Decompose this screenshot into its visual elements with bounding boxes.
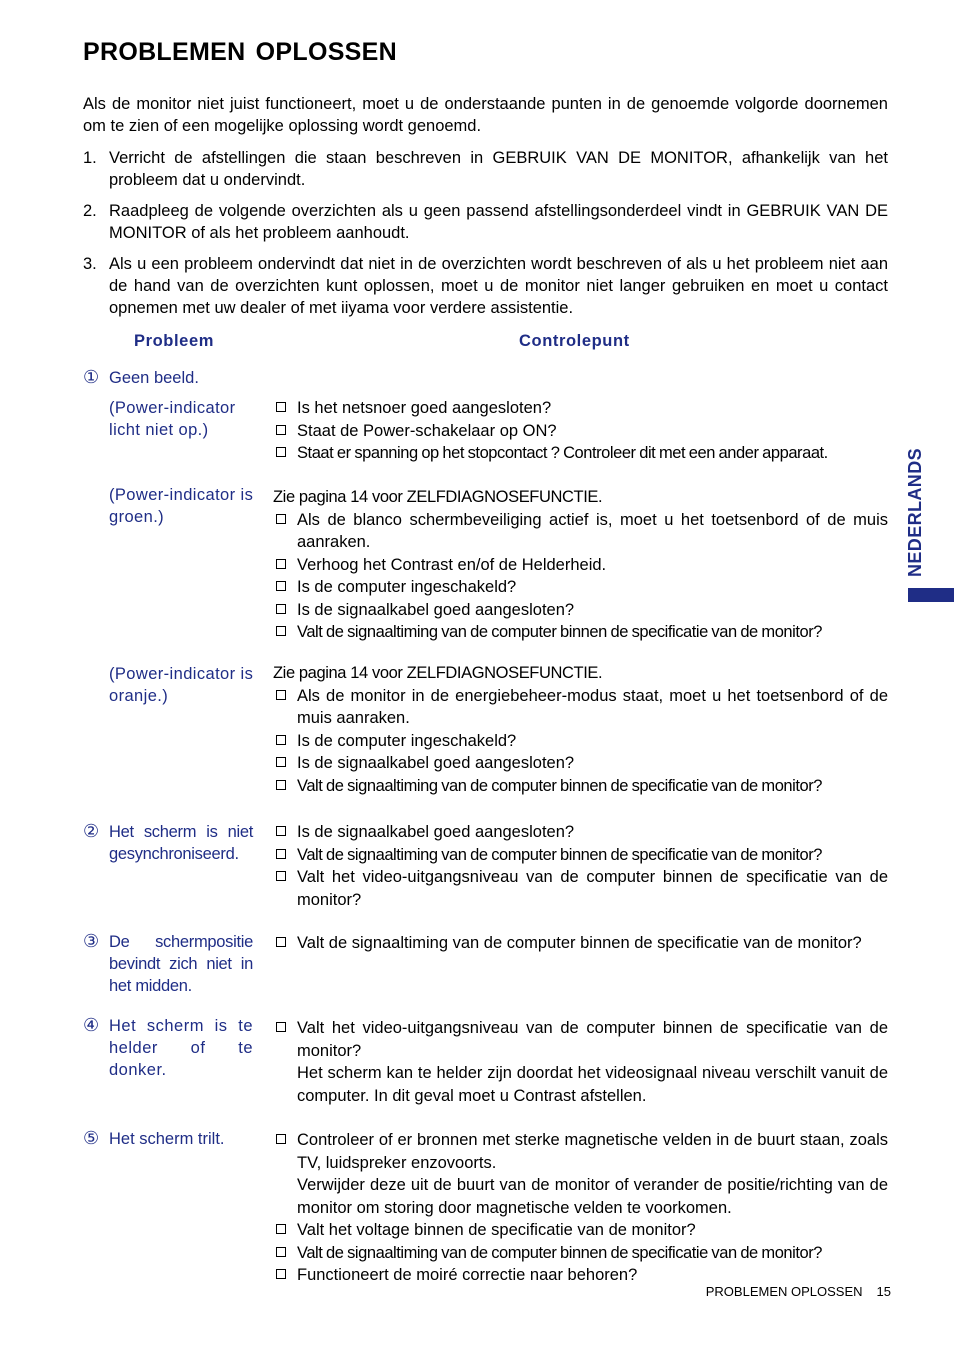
checkbox-icon (276, 425, 286, 435)
checkbox-icon (276, 937, 286, 947)
problem-title (83, 1015, 253, 1081)
case-label: (Power-indicator is groen.) (109, 486, 254, 526)
check-item: Staat er spanning op het stopcontact ? Controleer dit met een ander apparaat. (273, 442, 888, 465)
problem-title (83, 367, 253, 389)
check-list (273, 397, 888, 465)
step-item (83, 200, 888, 244)
checkbox-icon (276, 604, 286, 614)
check-item: Staat de Power-schakelaar op ON? (273, 420, 888, 443)
step-number: 3. (83, 255, 97, 273)
problem-title (83, 931, 253, 997)
step-text: Raadpleeg de volgende overzichten als u geen passend afstellingsonderdeel vindt in GEBRUIK VAN DE MONITOR of als het probleem aanhoudt. (109, 202, 888, 242)
checkbox-icon (276, 826, 286, 836)
case-label: (Power-indicator licht niet op.) (109, 399, 236, 439)
checkbox-icon (276, 1022, 286, 1032)
checkbox-icon (276, 1247, 286, 1257)
checkbox-icon (276, 757, 286, 767)
problem-number: ③ (83, 931, 100, 952)
check-item: Is de signaalkabel goed aangesloten? (273, 821, 888, 844)
step-number: 1. (83, 149, 97, 167)
check-item: Valt de signaaltiming van de computer binnen de specificatie van de monitor? (273, 844, 888, 867)
check-list (273, 1129, 888, 1287)
check-extra: Verwijder deze uit de buurt van de monitor of verander de positie/richting van de monitor om storing door magnetische velden te voorkomen. (297, 1176, 888, 1217)
check-item: Valt de signaaltiming van de computer binnen de specificatie van de monitor? (273, 1242, 888, 1265)
language-side-bar (908, 588, 954, 602)
check-list (273, 932, 888, 955)
page-footer (706, 1284, 891, 1299)
step-number: 2. (83, 202, 97, 220)
check-item: Is de signaalkabel goed aangesloten? (273, 599, 888, 622)
problem-number: ① (83, 367, 100, 388)
check-extra: Het scherm kan te helder zijn doordat het videosignaal niveau verschilt vanuit de computer. In dit geval moet u Contrast afstellen. (297, 1064, 888, 1105)
problem-title (83, 821, 253, 865)
check-item: Valt het voltage binnen de specificatie van de monitor? (273, 1219, 888, 1242)
checkbox-icon (276, 626, 286, 636)
check-item: Valt het video-uitgangsniveau van de computer binnen de specificatie van de monitor? Het scherm kan te helder zijn doordat het videosignaal niveau verschilt vanuit de computer. In dit geval moet u Contrast afstellen. (273, 1017, 888, 1107)
step-item (83, 147, 888, 191)
intro-paragraph: Als de monitor niet juist functioneert, moet u de onderstaande punten in de genoemde volgorde doornemen om te zien of een mogelijke oplossing wordt genoemd. (83, 95, 888, 135)
problem-number: ④ (83, 1015, 100, 1036)
checkbox-icon (276, 402, 286, 412)
checkbox-icon (276, 849, 286, 859)
check-list (273, 486, 888, 644)
checkbox-icon (276, 1224, 286, 1234)
check-item: Valt het video-uitgangsniveau van de computer binnen de specificatie van de monitor? (273, 866, 888, 911)
check-item: Is de computer ingeschakeld? (273, 576, 888, 599)
problem-text: Het scherm trilt. (109, 1130, 225, 1148)
column-header-problem: Probleem (134, 332, 214, 350)
problem-text: Geen beeld. (109, 369, 199, 387)
steps-list (83, 147, 888, 328)
footer-section: PROBLEMEN OPLOSSEN (705, 1284, 863, 1299)
check-item: Als de blanco schermbeveiliging actief is, moet u het toetsenbord of de muis aanraken. (273, 509, 888, 554)
checkbox-icon (276, 871, 286, 881)
checkbox-icon (276, 1134, 286, 1144)
language-side-label: NEDERLANDS (905, 448, 925, 578)
problem-text: De schermpositie bevindt zich niet in het midden. (109, 933, 253, 995)
problem-number: ② (83, 821, 100, 842)
problem-title (83, 1128, 253, 1150)
check-item: Is het netsnoer goed aangesloten? (273, 397, 888, 420)
step-text: Als u een probleem ondervindt dat niet in de overzichten wordt beschreven of als u het probleem niet aan de hand van de overzichten kunt oplossen, moet u de monitor niet langer gebruiken en moet u contact opnemen met uw dealer of met iiyama voor verdere assistentie. (109, 255, 888, 317)
problem-text: Het scherm is te helder of te donker. (109, 1017, 253, 1079)
problem-text: Het scherm is niet gesynchroniseerd. (109, 823, 253, 863)
check-item: Controleer of er bronnen met sterke magnetische velden in de buurt staan, zoals TV, luidspreker enzovoorts. Verwijder deze uit de buurt van de monitor of verander de positie/richting van de monitor om storing door magnetische velden te voorkomen. (273, 1129, 888, 1219)
checkbox-icon (276, 559, 286, 569)
check-item: Valt de signaaltiming van de computer binnen de specificatie van de monitor? (273, 932, 888, 955)
checkbox-icon (276, 1269, 286, 1279)
checkbox-icon (276, 581, 286, 591)
check-list (273, 1017, 888, 1107)
check-note: Zie pagina 14 voor ZELFDIAGNOSEFUNCTIE. (273, 664, 603, 682)
checkbox-icon (276, 514, 286, 524)
check-list (273, 821, 888, 911)
check-item: Als de monitor in de energiebeheer-modus staat, moet u het toetsenbord of de muis aanraken. (273, 685, 888, 730)
check-item: Valt de signaaltiming van de computer binnen de specificatie van de monitor? (273, 621, 888, 644)
check-note: Zie pagina 14 voor ZELFDIAGNOSEFUNCTIE. (273, 488, 603, 506)
check-item: Is de computer ingeschakeld? (273, 730, 888, 753)
step-item (83, 253, 888, 319)
step-text: Verricht de afstellingen die staan beschreven in GEBRUIK VAN DE MONITOR, afhankelijk van het probleem dat u ondervindt. (109, 149, 888, 189)
checkbox-icon (276, 735, 286, 745)
case-label: (Power-indicator is oranje.) (109, 665, 254, 705)
check-item: Is de signaalkabel goed aangesloten? (273, 752, 888, 775)
check-item: Verhoog het Contrast en/of de Helderheid. (273, 554, 888, 577)
checkbox-icon (276, 690, 286, 700)
check-item: Functioneert de moiré correctie naar behoren? (273, 1264, 888, 1287)
page-number: 15 (876, 1284, 891, 1299)
checkbox-icon (276, 447, 286, 457)
check-list (273, 662, 888, 797)
page-title: PROBLEMEN OPLOSSEN (83, 38, 397, 66)
check-item: Valt de signaaltiming van de computer binnen de specificatie van de monitor? (273, 775, 888, 798)
problem-number: ⑤ (83, 1128, 100, 1149)
checkbox-icon (276, 780, 286, 790)
column-header-check: Controlepunt (519, 332, 630, 350)
